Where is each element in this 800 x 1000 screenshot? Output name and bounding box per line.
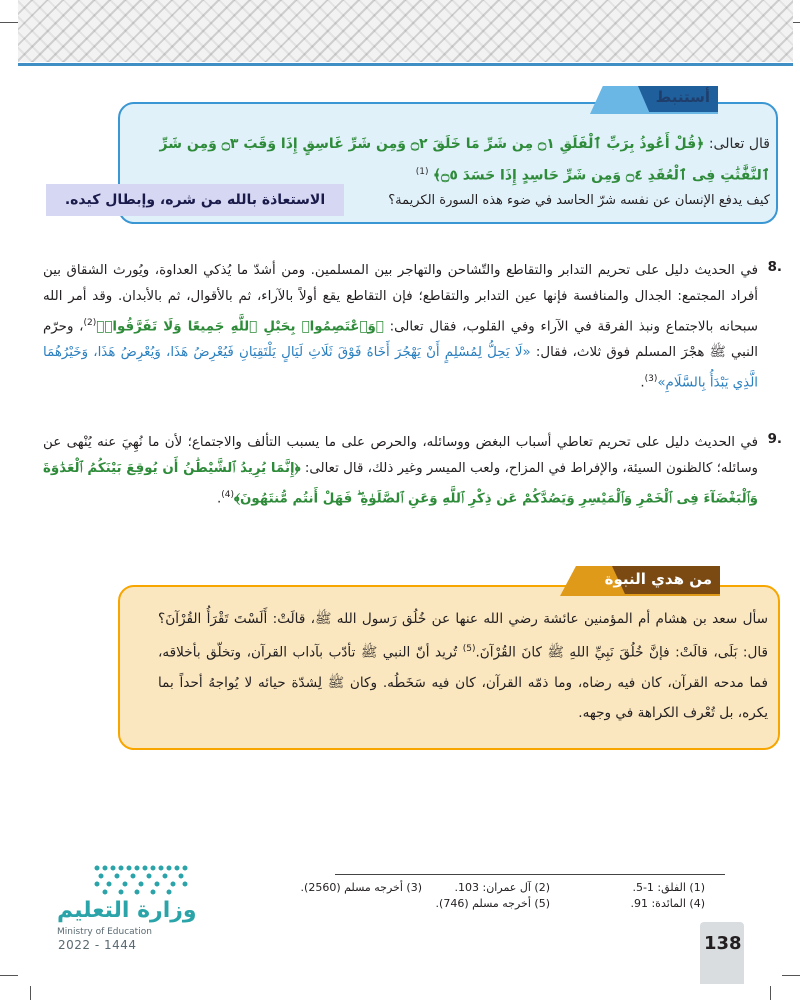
para9-t1: في الحديث دليل على تحريم تعاطي أسباب البغض ووسائله، والحرص على ما يسبب التألف والاجتماع؛ لأن ما نُهِيَ عنه يُنْهى عن وسائله؛ كالظنون السيئة، والإفراط في المزاح، ولعب الميسر وغير ذلك، قال تعالى: [43,435,759,476]
para8-t2: ، وحرّم النبي ﷺ هجْرَ المسلم فوق ثلاث، فقال: [43,319,758,361]
footnote-4: (4) المائدة: 91. [630,897,705,910]
crop-mark-br [782,975,800,976]
para8-text [43,258,758,397]
para9-verse: ﴿إِنَّمَا يُرِيدُ ٱلشَّيْطَٰنُ أَن يُوقِعَ بَيْنَكُمُ ٱلْعَدَٰوَةَ وَٱلْبَغْضَآءَ فِى ٱلْخَمْرِ وَٱلْمَيْسِرِ وَيَصُدَّكُمْ عَن ذِكْرِ ٱللَّهِ وَعَنِ ٱلصَّلَوٰةِ ۖ فَهَلْ أَنتُم مُّنتَهُونَ﴾ [43,461,758,507]
istanbat-title: أستنبط [655,88,710,106]
header-divider [18,63,793,66]
huda-title: من هدي النبوة [604,570,712,588]
para8-t3: . [640,375,645,391]
verse-line-1: ﴿قُلْ أَعُوذُ بِرَبِّ ٱلْفَلَقِ ۝١ مِن شَرِّ مَا خَلَقَ ۝٢ وَمِن شَرِّ غَاسِقٍ إِذَا وَقَبَ ۝٣ وَمِن شَرِّ [159,136,705,152]
footnote-1: (1) الفلق: 1-5. [632,881,705,894]
header-pattern-banner [18,0,793,62]
footnote-rule [335,874,725,875]
ministry-logo-year: 2022 - 1444 [58,938,137,952]
crop-mark-bl [0,975,18,976]
verse-line-2: ٱلنَّفَّٰثَٰتِ فِى ٱلْعُقَدِ ۝٤ وَمِن شَرِّ حَاسِدٍ إِذَا حَسَدَ ۝٥﴾ [432,167,770,184]
para8-ref3: (3) [644,374,658,385]
para8-hadith: «لَا يَحِلُّ لِمُسْلِمٍ أَنْ يَهْجُرَ أَخَاهُ فَوْقَ ثَلَاثِ لَيَالٍ يَلْتَقِيَانِ فَيُعْرِضُ هَذَا، وَيُعْرِضُ هَذَا، وَخَيْرُهُمَا الَّذِي يَبْدَأُ بِالسَّلَامِ» [43,345,758,391]
istanbat-question: كيف يدفع الإنسان عن نفسه شرّ الحاسد في ضوء هذه السورة الكريمة؟ [388,193,770,208]
para8-t1: في الحديث دليل على تحريم التدابر والتقاطع والتّشاحن والتهاجر بين المسلمين. ومن أشدّ ما يُذكي العداوة، ويُورث الشقاق بين أفراد المجتمع: الجدال والمنافسة فإنها عين التدابر والتقاطع؛ فإن التقاطع يقع أولاً بالآراء، ثم بالأقوال، ثم بالأبدان. وقد أمر الله سبحانه بالاجتماع ونبذ الفرقة في الآراء وفي القلوب، فقال تعالى: [43,263,758,335]
para9-ref4: (4) [221,490,235,500]
huda-ref5: (5) [462,644,476,654]
istanbat-answer: الاستعاذة بالله من شره، وإبطال كيده. [46,184,344,216]
huda-t1: سأل سعد بن هشام أم المؤمنين عائشة رضي الله عنها عن خُلُق رَسول الله ﷺ، قالَتْ: أَلَسْتَ تَقْرَأُ القُرْآنَ؟ قال: بَلَى، قالَتْ: فإنَّ خُلُقَ نَبِيِّ اللهِ ﷺ كانَ القُرْآنَ. [158,611,768,661]
ministry-logo-icon [92,862,192,896]
crop-mark-bl-v [30,986,31,1000]
huda-text [158,604,768,728]
ministry-logo-english: Ministry of Education [57,927,152,937]
footnote-5: (5) أخرجه مسلم (746). [435,897,550,910]
para9-t2: . [217,491,222,507]
para8-number: 8. [767,260,782,275]
crop-mark-tl [0,22,18,23]
para9-number: 9. [767,432,782,447]
ministry-logo-arabic: وزارة التعليم [57,898,197,923]
verse-ref: (1) [415,167,429,177]
huda-t2: تُريد أنّ النبي ﷺ تأدّب بآداب القرآن، وتخلّق بأخلاقه، فما مدحه القرآن، كان فيه رضاه، وما ذمّه القرآن، كان فيه سَخَطُه. وكان ﷺ لِشدّة حيائه لا يُواجهُ أحداً بما يكره، بل تُعْرف الكراهة في وجهه. [158,644,768,721]
footnote-2: (2) آل عمران: 103. [454,881,550,894]
crop-mark-br-v [770,986,771,1000]
page-number: 138 [704,933,742,954]
para8-ref2: (2) [83,318,97,328]
footnote-3: (3) أخرجه مسلم (2560). [300,881,422,894]
istanbat-verse [130,130,770,190]
para8-verse: ﴿وَٱعْتَصِمُوا۟ بِحَبْلِ ٱللَّهِ جَمِيعًا وَلَا تَفَرَّقُوا۟﴾ [96,319,384,335]
verse-intro: قال تعالى: [708,136,770,152]
para9-text [43,430,758,512]
